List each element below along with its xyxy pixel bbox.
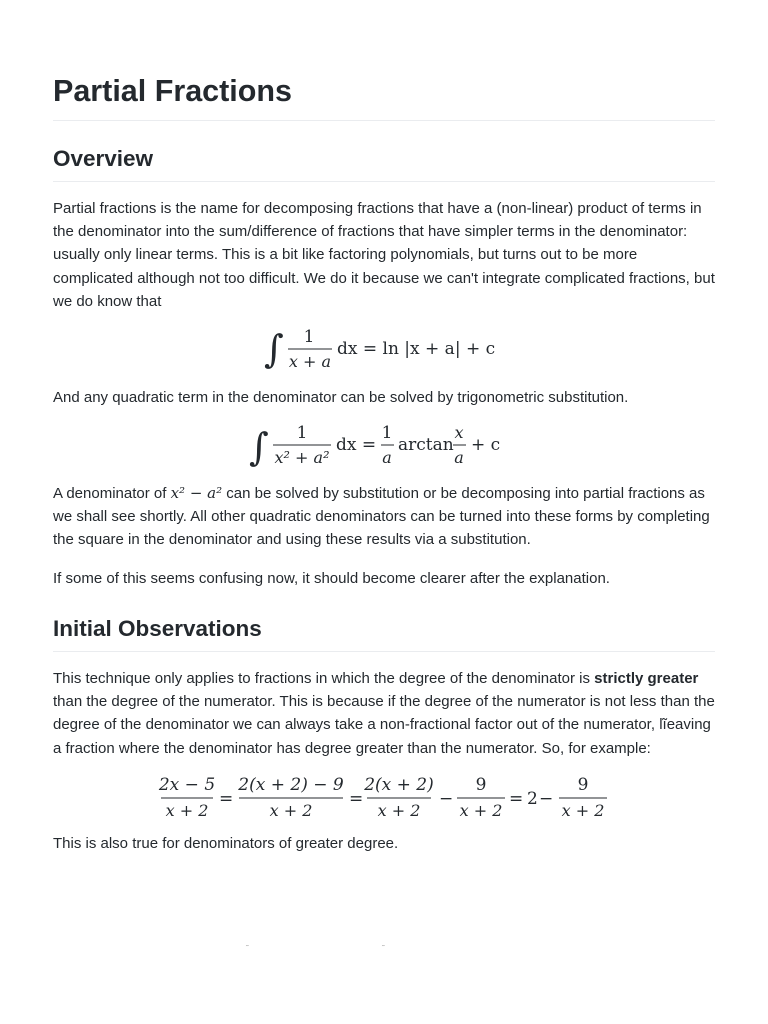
eq3-equals-1: = (219, 789, 234, 809)
integral-sign: ∫ (249, 425, 269, 469)
eq3-equals-2: = (349, 789, 364, 809)
equation-integral-quadratic (53, 418, 715, 470)
observations-paragraph-2: This is also true for denominators of greater degree. (53, 835, 399, 852)
section-heading-initial-observations: Initial Observations (53, 614, 715, 652)
eq2-tail: + c (471, 435, 501, 455)
eq3-equals-3: = (509, 789, 524, 809)
eq1-numerator: 1 (303, 327, 315, 347)
overview-paragraph-1: Partial fractions is the name for decomposing fractions that have a (non-linear) product of terms in the denominator into the sum/difference of fractions that have simpler terms in the denominator: usually only linear terms. This is a bit like factoring polynomials, but turns out to be more complicated although not too difficult. We do it because we can't integrate complicated fractions, but we do know that (53, 200, 715, 310)
eq3-minus-2: − (539, 789, 554, 809)
eq3-f4-numerator: 9 (475, 775, 487, 795)
render-artifact: ˜ (246, 944, 249, 953)
eq2-arg-numerator: x (454, 423, 464, 442)
eq2-numerator: 1 (296, 423, 308, 443)
eq2-rhs-numerator: 1 (381, 423, 393, 443)
eq3-f4-denominator: x + 2 (459, 801, 503, 820)
eq3-f5-numerator: 9 (577, 775, 589, 795)
overview-paragraph-3-end: can be solved by substitution or be decomposing into partial fractions as we shall see shortly. All other quadratic denominators can be turned into these forms by completing the square in the denominator and using these results via a substitution. (53, 485, 710, 549)
page-title: Partial Fractions (53, 72, 715, 121)
eq3-f2-denominator: x + 2 (269, 801, 313, 820)
observations-paragraph-1-start: This technique only applies to fractions in which the degree of the denominator is (53, 670, 595, 687)
observations-emphasis: strictly greater (594, 670, 699, 687)
equation-integral-linear (53, 322, 715, 374)
eq3-f5-denominator: x + 2 (561, 801, 605, 820)
eq3-f1-denominator: x + 2 (165, 801, 209, 820)
eq1-denominator: x + a (288, 352, 332, 371)
overview-paragraph-3 (53, 482, 715, 552)
eq1-rhs: dx = ln |x + a| + c (337, 339, 496, 359)
eq2-denominator: x² + a² (274, 448, 330, 467)
equation-polynomial-division (53, 772, 715, 824)
integral-sign: ∫ (264, 327, 284, 371)
eq2-arg-denominator: a (454, 448, 464, 467)
observations-paragraph-1 (53, 667, 715, 760)
eq3-f1-numerator: 2x − 5 (158, 775, 216, 795)
eq3-minus: − (439, 789, 454, 809)
overview-paragraph-4: If some of this seems confusing now, it should become clearer after the explanation. (53, 570, 610, 587)
eq3-f3-numerator: 2(x + 2) (364, 775, 434, 795)
eq3-f3-denominator: x + 2 (377, 801, 421, 820)
observations-paragraph-1-end: than the degree of the numerator. This is because if the degree of the numerator is not less than the degree of the denominator we can always take a non-fractional factor out of the numerator, lĩeaving a fraction where the denominator has degree greater than the numerator. So, for example: (53, 693, 715, 757)
eq2-dx-equals: dx = (336, 435, 377, 455)
eq3-f2-numerator: 2(x + 2) − 9 (238, 775, 344, 795)
eq2-arctan: arctan (398, 435, 454, 455)
eq3-constant: 2 (527, 789, 538, 809)
section-heading-overview: Overview (53, 144, 715, 182)
eq2-rhs-denominator: a (382, 448, 392, 467)
overview-paragraph-3-start: A denominator of (53, 485, 171, 502)
overview-paragraph-2: And any quadratic term in the denominator can be solved by trigonometric substitution. (53, 389, 629, 406)
render-artifact: ˜ (382, 944, 385, 953)
inline-math-denominator: x² − a² (170, 484, 223, 502)
